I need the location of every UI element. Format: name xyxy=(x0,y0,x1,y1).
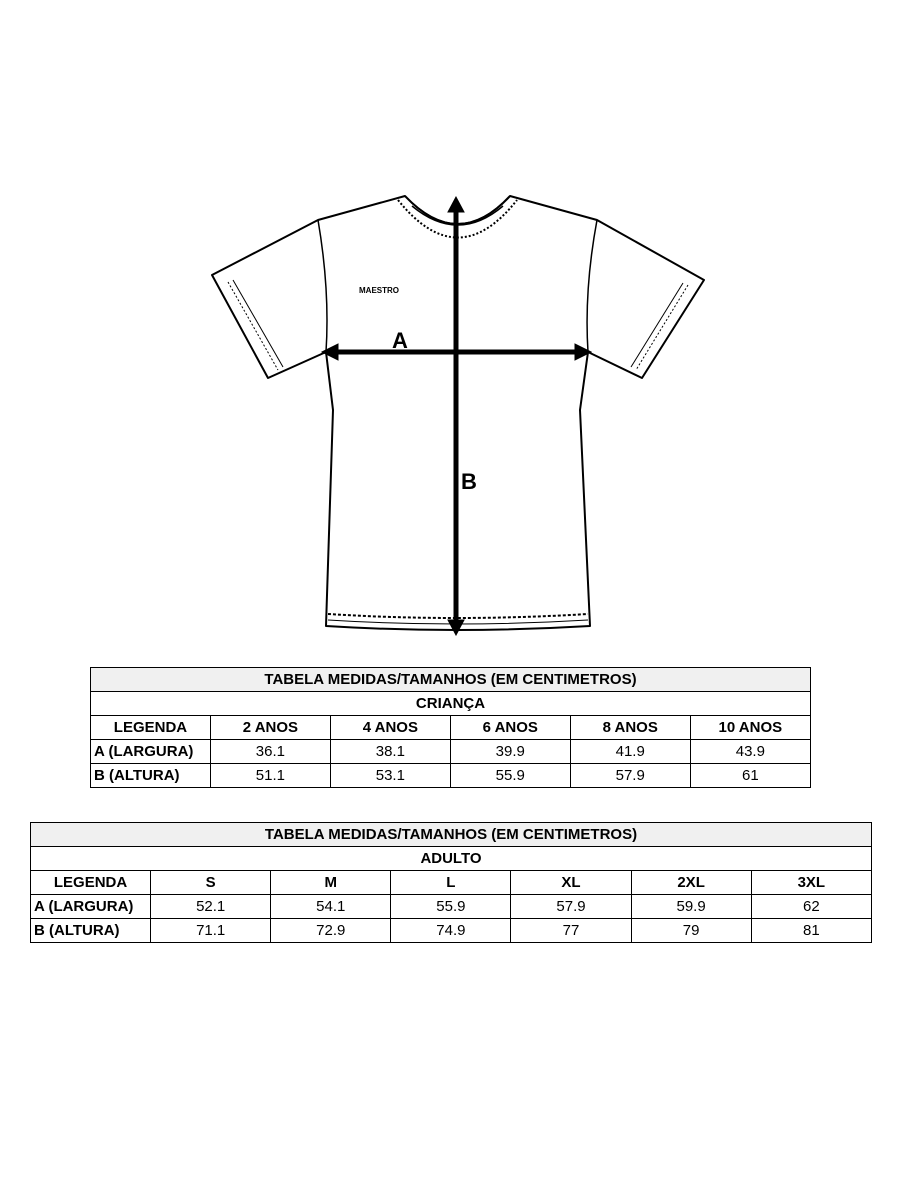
column-header: 8 ANOS xyxy=(570,716,690,740)
table-row xyxy=(91,764,811,788)
table-cell: 74.9 xyxy=(391,919,511,943)
table-title: TABELA MEDIDAS/TAMANHOS (EM CENTIMETROS) xyxy=(31,823,872,847)
table-cell: 62 xyxy=(751,895,871,919)
column-header: 10 ANOS xyxy=(690,716,810,740)
table-cell: 39.9 xyxy=(450,740,570,764)
table-cell: 71.1 xyxy=(151,919,271,943)
column-header: 6 ANOS xyxy=(450,716,570,740)
row-label: B (ALTURA) xyxy=(31,919,151,943)
size-table-child xyxy=(90,667,811,788)
table-cell: 79 xyxy=(631,919,751,943)
tshirt-diagram xyxy=(200,185,720,645)
table-group: CRIANÇA xyxy=(91,692,811,716)
table-title: TABELA MEDIDAS/TAMANHOS (EM CENTIMETROS) xyxy=(91,668,811,692)
table-row xyxy=(31,919,872,943)
table-cell: 53.1 xyxy=(330,764,450,788)
label-a: A xyxy=(392,328,408,353)
label-b: B xyxy=(461,469,477,494)
column-header: S xyxy=(151,871,271,895)
table-cell: 59.9 xyxy=(631,895,751,919)
column-header: 4 ANOS xyxy=(330,716,450,740)
table-cell: 36.1 xyxy=(210,740,330,764)
table-cell: 57.9 xyxy=(511,895,631,919)
column-header: 3XL xyxy=(751,871,871,895)
table-row xyxy=(91,740,811,764)
brand-logo-text: MAESTRO xyxy=(359,286,399,295)
column-header: 2XL xyxy=(631,871,751,895)
table-row xyxy=(31,895,872,919)
table-cell: 57.9 xyxy=(570,764,690,788)
row-label: A (LARGURA) xyxy=(31,895,151,919)
table-cell: 43.9 xyxy=(690,740,810,764)
column-header: 2 ANOS xyxy=(210,716,330,740)
table-cell: 55.9 xyxy=(391,895,511,919)
column-header: M xyxy=(271,871,391,895)
table-cell: 55.9 xyxy=(450,764,570,788)
table-cell: 77 xyxy=(511,919,631,943)
row-label: A (LARGURA) xyxy=(91,740,211,764)
size-table-adult xyxy=(30,822,872,943)
table-group: ADULTO xyxy=(31,847,872,871)
table-cell: 51.1 xyxy=(210,764,330,788)
legend-header: LEGENDA xyxy=(31,871,151,895)
row-label: B (ALTURA) xyxy=(91,764,211,788)
table-cell: 61 xyxy=(690,764,810,788)
column-header: L xyxy=(391,871,511,895)
table-cell: 72.9 xyxy=(271,919,391,943)
table-cell: 38.1 xyxy=(330,740,450,764)
legend-header: LEGENDA xyxy=(91,716,211,740)
table-cell: 52.1 xyxy=(151,895,271,919)
column-header: XL xyxy=(511,871,631,895)
table-cell: 81 xyxy=(751,919,871,943)
table-cell: 54.1 xyxy=(271,895,391,919)
table-cell: 41.9 xyxy=(570,740,690,764)
